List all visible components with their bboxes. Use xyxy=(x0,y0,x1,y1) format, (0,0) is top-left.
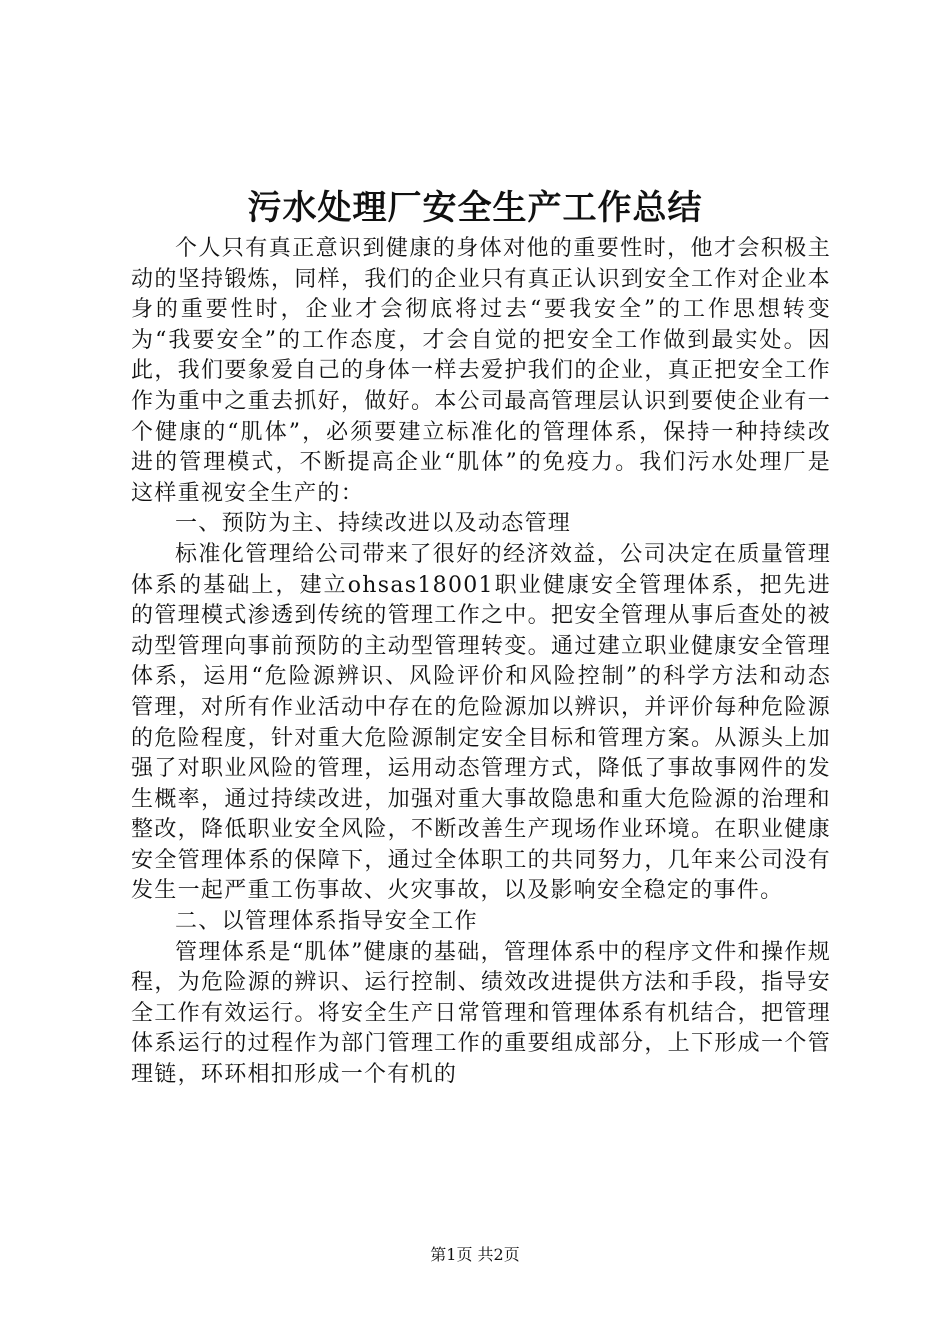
document-body xyxy=(131,234,831,1091)
paragraph-section-2: 管理体系是“肌体”健康的基础，管理体系中的程序文件和操作规程，为危险源的辨识、运行控制、绩效改进提供方法和手段，指导安全工作有效运行。将安全生产日常管理和管理体系有机结合，把管理体系运行的过程作为部门管理工作的重要组成部分，上下形成一个管理链，环环相扣形成一个有机的 xyxy=(131,939,831,1088)
paragraph-intro: 个人只有真正意识到健康的身体对他的重要性时，他才会积极主动的坚持锻炼，同样，我们的企业只有真正认识到安全工作对企业本身的重要性时，企业才会彻底将过去“要我安全”的工作思想转变为“我要安全”的工作态度，才会自觉的把安全工作做到最实处。因此，我们要象爱自己的身体一样去爱护我们的企业，真正把安全工作作为重中之重去抓好，做好。本公司最高管理层认识到要使企业有一个健康的“肌体”，必须要建立标准化的管理体系，保持一种持续改进的管理模式，不断提高企业“肌体”的免疫力。我们污水处理厂是这样重视安全生产的： xyxy=(131,236,831,506)
document-title: 污水处理厂安全生产工作总结 xyxy=(247,188,703,228)
page-footer: 第1页 共2页 xyxy=(430,1245,520,1264)
section-heading-2: 二、以管理体系指导安全工作 xyxy=(175,909,478,935)
section-heading-1: 一、预防为主、持续改进以及动态管理 xyxy=(175,511,572,537)
paragraph-section-1: 标准化管理给公司带来了很好的经济效益，公司决定在质量管理体系的基础上，建立ohsas18001职业健康安全管理体系，把先进的管理模式渗透到传统的管理工作之中。把安全管理从事后查处的被动型管理向事前预防的主动型管理转变。通过建立职业健康安全管理体系，运用“危险源辨识、风险评价和风险控制”的科学方法和动态管理，对所有作业活动中存在的危险源加以辨识，并评价每种危险源的危险程度，针对重大危险源制定安全目标和管理方案。从源头上加强了对职业风险的管理，运用动态管理方式，降低了事故事网件的发生概率，通过持续改进，加强对重大事故隐患和重大危险源的治理和整改，降低职业安全风险，不断改善生产现场作业环境。在职业健康安全管理体系的保障下，通过全体职工的共同努力，几年来公司没有发生一起严重工伤事故、火灾事故，以及影响安全稳定的事件。 xyxy=(131,541,831,904)
